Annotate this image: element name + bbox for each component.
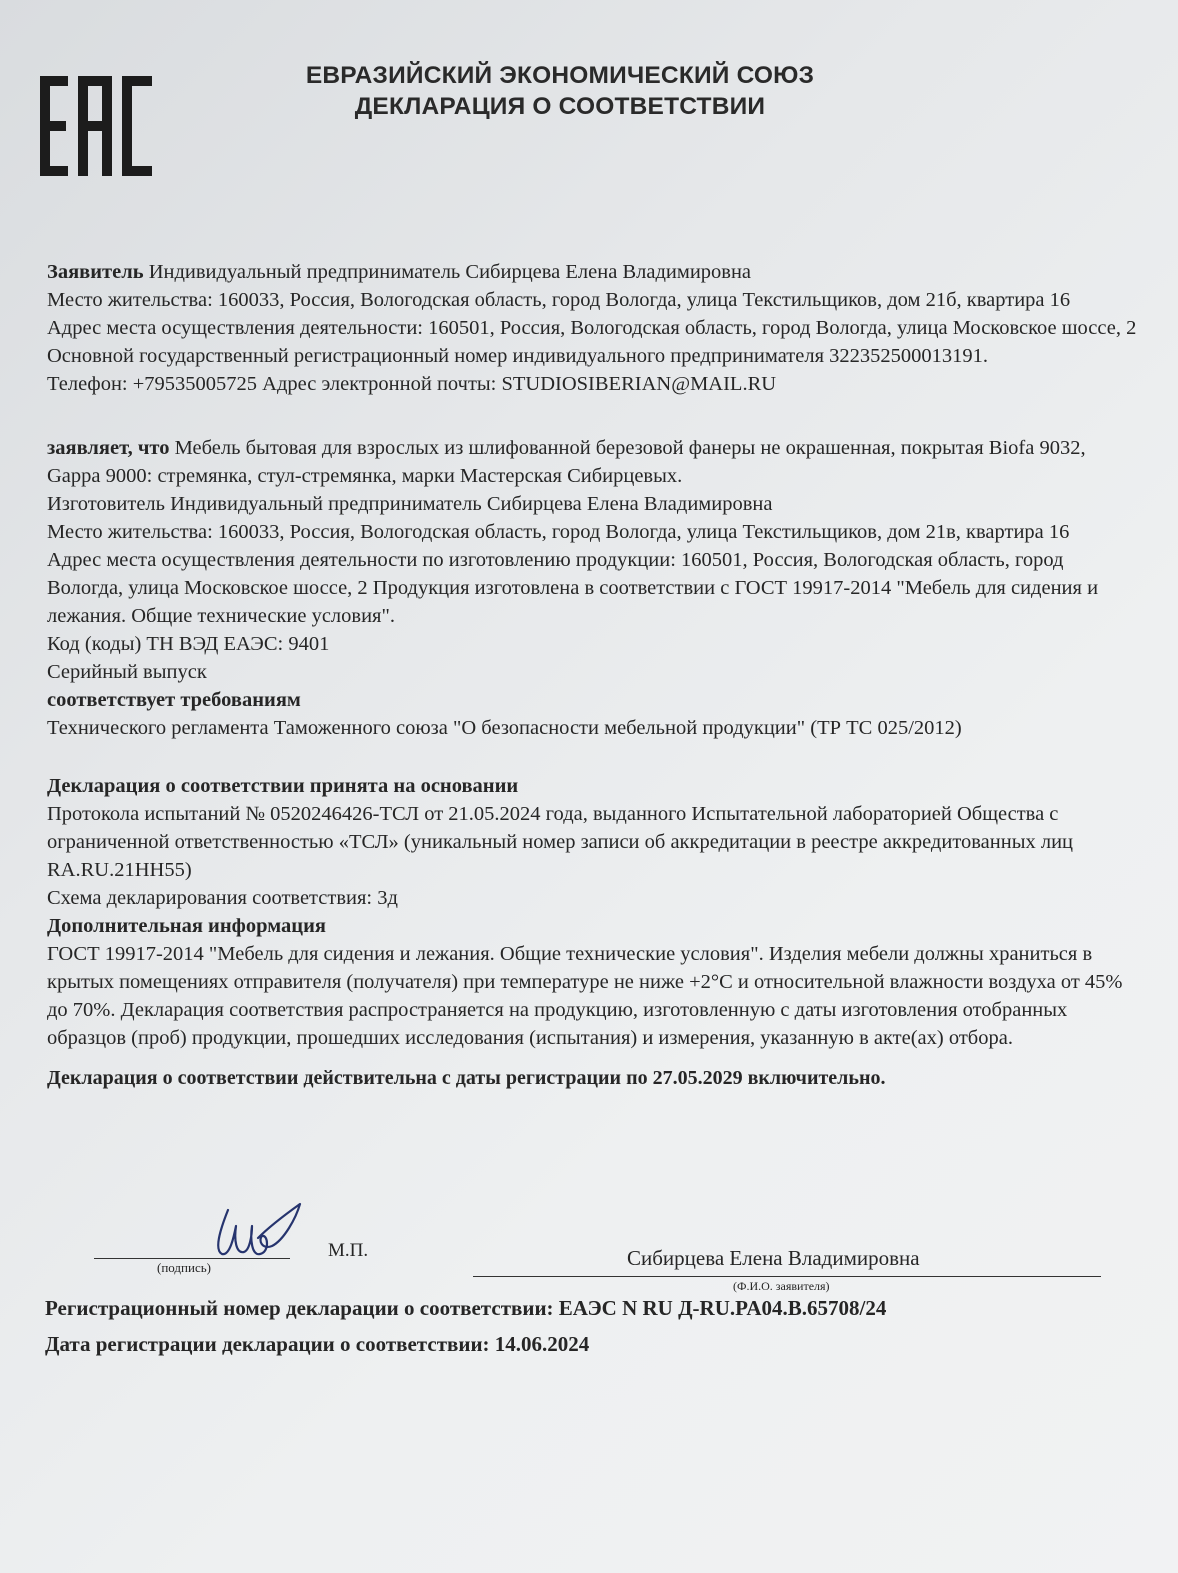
tn-ved-code: Код (коды) ТН ВЭД ЕАЭС: 9401 — [47, 633, 330, 655]
applicant-ogrnip: Основной государственный регистрационный номер индивидуального предпринимателя 322352500013191. — [47, 345, 989, 367]
stamp-place: М.П. — [328, 1240, 369, 1261]
product-line — [47, 434, 1142, 490]
release-type: Серийный выпуск — [47, 661, 207, 683]
applicant-line — [47, 258, 1142, 286]
registration-date: Дата регистрации декларации о соответствии: 14.06.2024 — [45, 1332, 590, 1356]
manufacturer: Изготовитель Индивидуальный предприниматель Сибирцева Елена Владимировна — [47, 493, 773, 515]
applicant-activity-address: Адрес места осуществления деятельности: 160501, Россия, Вологодская область, город Вологда, улица Московское шоссе, 2 — [47, 317, 1137, 339]
compliance-text: Технического регламента Таможенного союза "О безопасности мебельной продукции" (ТР ТС 025/2012) — [47, 717, 962, 739]
applicant-label: Заявитель — [47, 261, 144, 283]
product-text: Мебель бытовая для взрослых из шлифованной березовой фанеры не окрашенная, покрытая Biofa 9032, Gappa 9000: стремянка, стул-стремянка, марки Мастерская Сибирцевых. — [47, 437, 1086, 487]
basis-label: Декларация о соответствии принята на основании — [47, 775, 519, 797]
applicant-name: Индивидуальный предприниматель Сибирцева Елена Владимировна — [143, 261, 752, 283]
signer-name: Сибирцева Елена Владимировна — [627, 1246, 920, 1270]
name-caption: (Ф.И.О. заявителя) — [733, 1279, 830, 1293]
registration-number: Регистрационный номер декларации о соответствии: ЕАЭС N RU Д-RU.PA04.B.65708/24 — [45, 1296, 887, 1320]
additional-text: ГОСТ 19917-2014 "Мебель для сидения и лежания. Общие технические условия". Изделия мебели должны храниться в крытых помещениях отправителя (получателя) при температуре не ниже +2°С и относительной влажности воздуха от 45% до 70%. Декларация соответствия распространяется на продукцию, изготовленную с даты изготовления отобранных образцов (проб) продукции, прошедших исследования (испытания) и измерения, указанную в акте(ах) отбора. — [47, 943, 1123, 1049]
eac-logo-icon — [40, 74, 152, 178]
handwritten-signature-icon — [200, 1196, 310, 1272]
document-title: ДЕКЛАРАЦИЯ О СООТВЕТСТВИИ — [354, 93, 766, 120]
validity-statement: Декларация о соответствии действительна с даты регистрации по 27.05.2029 включительно. — [47, 1067, 886, 1089]
applicant-residence: Место жительства: 160033, Россия, Вологодская область, город Вологда, улица Текстильщиков, дом 21б, квартира 16 — [47, 289, 1071, 311]
declaration-scheme: Схема декларирования соответствия: 3д — [47, 887, 398, 909]
name-line — [473, 1276, 1101, 1277]
production-address: Адрес места осуществления деятельности по изготовлению продукции: 160501, Россия, Вологодская область, город Вологда, улица Московское шоссе, 2 Продукция изготовлена в соответствии с ГОСТ 19917-2014 "Мебель для сидения и лежания. Общие технические условия". — [47, 549, 1099, 627]
compliance-label: соответствует требованиям — [47, 689, 301, 711]
basis-text: Протокола испытаний № 0520246426-ТСЛ от 21.05.2024 года, выданного Испытательной лабораторией Общества с ограниченной ответственностью «ТСЛ» (уникальный номер записи об аккредитации в реестре аккредитованных лиц RA.RU.21HH55) — [47, 803, 1074, 881]
product-label: заявляет, что — [47, 437, 170, 459]
applicant-contacts: Телефон: +79535005725 Адрес электронной почты: STUDIOSIBERIAN@MAIL.RU — [47, 373, 777, 395]
union-title: ЕВРАЗИЙСКИЙ ЭКОНОМИЧЕСКИЙ СОЮЗ — [305, 62, 815, 89]
signature-caption: (подпись) — [157, 1260, 211, 1275]
manufacturer-residence: Место жительства: 160033, Россия, Вологодская область, город Вологда, улица Текстильщиков, дом 21в, квартира 16 — [47, 521, 1070, 543]
declaration-body — [47, 258, 1142, 1092]
additional-label: Дополнительная информация — [47, 915, 326, 937]
